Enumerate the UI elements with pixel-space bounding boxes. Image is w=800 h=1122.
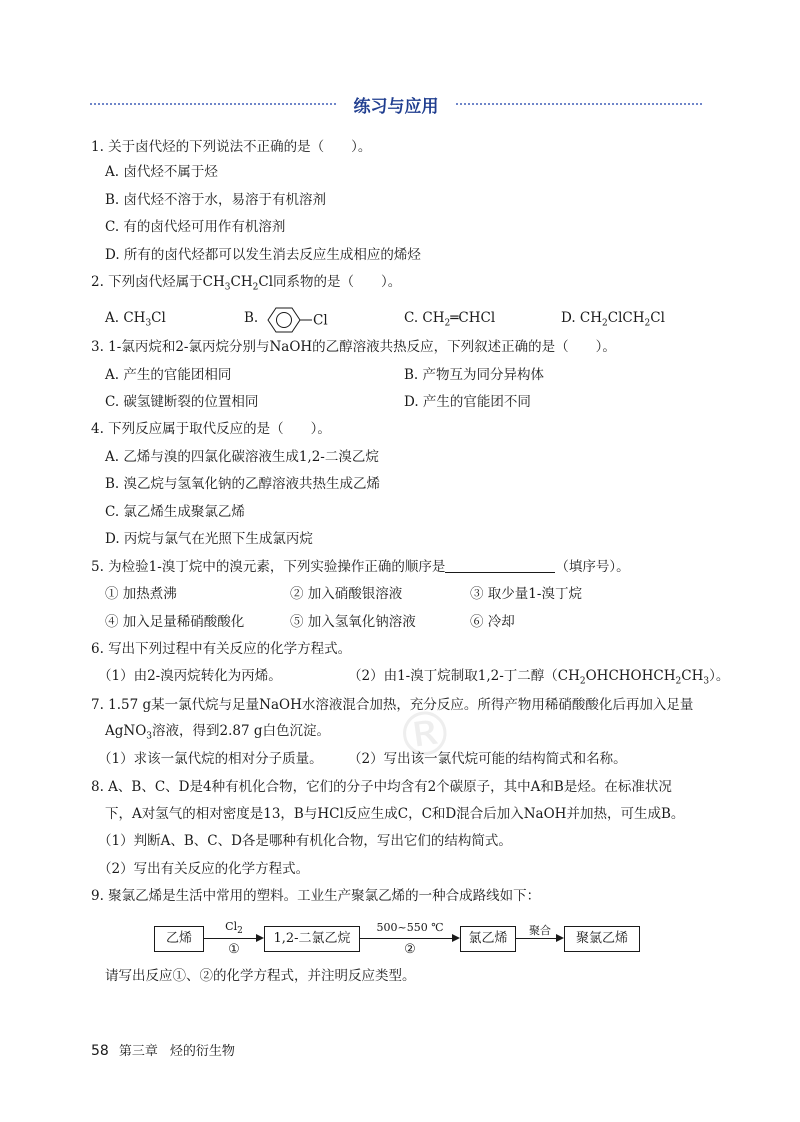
question-6-part-1: （1）由2-溴丙烷转化为丙烯。 bbox=[98, 668, 282, 684]
question-2-stem: 2. 下列卤代烃属于$CH_3CH_2Cl$同系物的是（ ）。 bbox=[91, 274, 402, 293]
question-8-stem-line-1: 8. A、B、C、D是4种有机化合物，它们的分子中均含有2个碳原子，其中A和B是烃。在标准状况 bbox=[91, 779, 672, 795]
question-5-stem: 5. 为检验1-溴丁烷中的溴元素，下列实验操作正确的顺序是 （填序号）。 bbox=[91, 559, 630, 575]
question-3-option-b: B. 产物互为同分异构体 bbox=[404, 367, 545, 383]
route-arrow-1 bbox=[204, 938, 256, 939]
question-5-item-1: ① 加热煮沸 bbox=[105, 586, 177, 602]
route-box-ethylene: 乙烯 bbox=[154, 926, 204, 952]
answer-blank[interactable] bbox=[445, 558, 555, 573]
chapter-label: 第三章 bbox=[118, 1044, 158, 1059]
question-5-item-2: ② 加入硝酸银溶液 bbox=[290, 586, 403, 602]
question-9-stem: 9. 聚氯乙烯是生活中常用的塑料。工业生产聚氯乙烯的一种合成路线如下： bbox=[91, 888, 541, 904]
question-4-option-d: D. 丙烷与氯气在光照下生成氯丙烷 bbox=[105, 531, 313, 547]
question-3-option-d: D. 产生的官能团不同 bbox=[404, 394, 531, 410]
header-dotted-rule-right bbox=[456, 103, 702, 105]
question-2-option-c: C. $CH_2═CHCl$ bbox=[404, 310, 496, 329]
question-4-option-a: A. 乙烯与溴的四氯化碳溶液生成1,2-二溴乙烷 bbox=[105, 449, 379, 465]
question-3-stem: 3. 1-氯丙烷和2-氯丙烷分别与NaOH的乙醇溶液共热反应，下列叙述正确的是（ ）。 bbox=[91, 339, 616, 355]
question-1-option-d: D. 所有的卤代烃都可以发生消去反应生成相应的烯烃 bbox=[105, 247, 421, 263]
question-3-option-a: A. 产生的官能团相同 bbox=[105, 367, 232, 383]
registered-mark-watermark: ® bbox=[390, 696, 460, 774]
question-4-option-b: B. 溴乙烷与氢氧化钠的乙醇溶液共热生成乙烯 bbox=[105, 476, 381, 492]
route-box-dichloroethane: 1,2-二氯乙烷 bbox=[264, 926, 360, 952]
question-5-item-4: ④ 加入足量稀硝酸酸化 bbox=[105, 614, 245, 630]
question-4-stem: 4. 下列反应属于取代反应的是（ ）。 bbox=[91, 421, 331, 437]
question-3-option-c: C. 碳氢键断裂的位置相同 bbox=[105, 394, 259, 410]
route-arrow-2-step: ② bbox=[404, 942, 416, 957]
question-5-item-5: ⑤ 加入氢氧化钠溶液 bbox=[290, 614, 416, 630]
question-7-stem-line-2: AgNO$_3$溶液，得到2.87 g白色沉淀。 bbox=[105, 723, 331, 742]
question-7-stem-line-1: 7. 1.57 g某一氯代烷与足量NaOH水溶液混合加热，充分反应。所得产物用稀硝酸酸化后再加入足量 bbox=[91, 697, 694, 713]
question-2-option-d: D. $CH_2ClCH_2Cl$ bbox=[561, 310, 665, 329]
question-6-stem: 6. 写出下列过程中有关反应的化学方程式。 bbox=[91, 641, 352, 657]
question-2-option-b-label: B. bbox=[244, 310, 259, 326]
question-5-item-6: ⑥ 冷却 bbox=[470, 614, 515, 630]
question-8-part-1: （1）判断A、B、C、D各是哪种有机化合物，写出它们的结构简式。 bbox=[98, 833, 512, 849]
synthesis-route-diagram bbox=[154, 920, 654, 970]
route-arrow-3 bbox=[516, 938, 556, 939]
route-arrow-1-step: ① bbox=[228, 942, 240, 957]
section-header bbox=[90, 92, 702, 116]
page-number: 58 bbox=[91, 1043, 109, 1059]
route-arrow-2-condition: 500~550 ℃ bbox=[376, 921, 444, 934]
section-title: 练习与应用 bbox=[353, 97, 439, 117]
route-arrow-1-reagent: $Cl_2$ bbox=[225, 920, 243, 937]
route-arrow-3-condition: 聚合 bbox=[529, 924, 551, 937]
route-arrow-2 bbox=[360, 938, 452, 939]
question-1-option-a: A. 卤代烃不属于烃 bbox=[105, 164, 218, 180]
benzene-ring-structure bbox=[262, 305, 342, 335]
question-6-part-2: （2）由1-溴丁烷制取1,2-丁二醇$(CH_2OHCHOHCH_2CH_3)$。 bbox=[348, 668, 730, 687]
question-2-option-a: A. $CH_3Cl$ bbox=[105, 310, 166, 329]
question-7-part-1: （1）求该一氯代烷的相对分子质量。 bbox=[98, 751, 323, 767]
chapter-title: 烃的衍生物 bbox=[169, 1044, 235, 1059]
question-4-option-c: C. 氯乙烯生成聚氯乙烯 bbox=[105, 504, 245, 520]
question-1-option-b: B. 卤代烃不溶于水，易溶于有机溶剂 bbox=[105, 192, 327, 208]
question-8-part-2: （2）写出有关反应的化学方程式。 bbox=[98, 861, 310, 877]
question-1-option-c: C. 有的卤代烃可用作有机溶剂 bbox=[105, 219, 286, 235]
question-5-item-3: ③ 取少量1-溴丁烷 bbox=[470, 586, 582, 602]
route-box-vinyl-chloride: 氯乙烯 bbox=[460, 926, 516, 952]
benzene-substituent: Cl bbox=[313, 312, 328, 329]
question-8-stem-line-2: 下，A对氢气的相对密度是13，B与HCl反应生成C，C和D混合后加入NaOH并加热，可生成B。 bbox=[105, 806, 685, 822]
question-7-part-2: （2）写出该一氯代烷可能的结构简式和名称。 bbox=[348, 751, 627, 767]
page-footer bbox=[91, 1040, 235, 1059]
route-box-pvc: 聚氯乙烯 bbox=[564, 926, 640, 952]
route-arrow-2-head bbox=[452, 934, 460, 942]
route-arrow-1-head bbox=[256, 934, 264, 942]
header-dotted-rule-left bbox=[90, 103, 336, 105]
question-1-stem: 1. 关于卤代烃的下列说法不正确的是（ ）。 bbox=[91, 139, 372, 155]
question-9-ask: 请写出反应①、②的化学方程式，并注明反应类型。 bbox=[105, 968, 416, 984]
